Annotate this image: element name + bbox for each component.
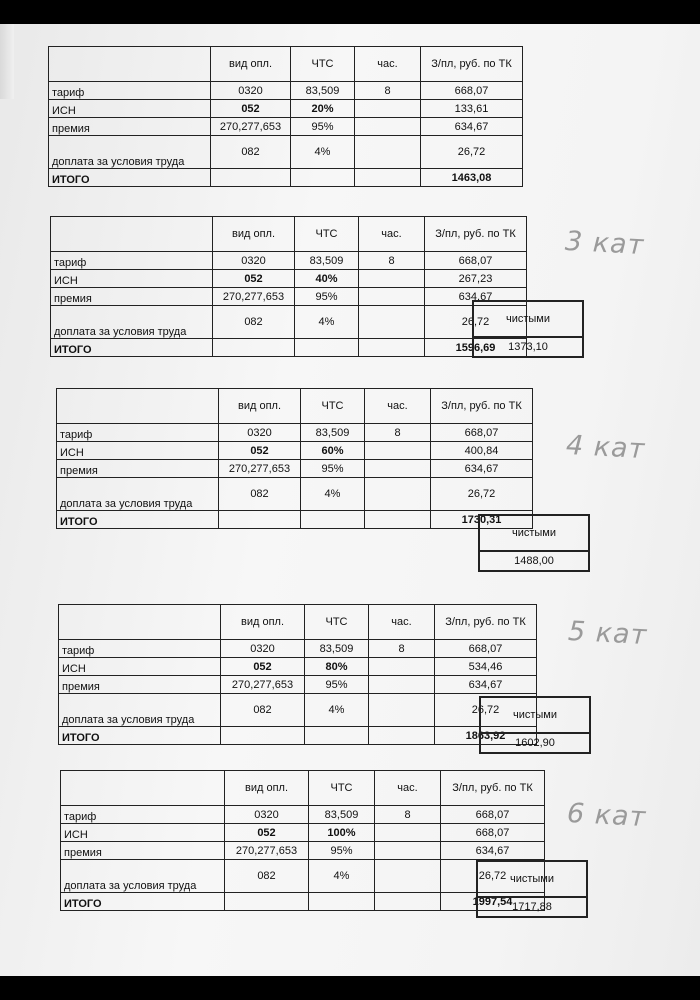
salary-block <box>58 604 537 745</box>
row-label: ИСН <box>57 442 219 460</box>
header-hours: час. <box>369 605 435 640</box>
header-row <box>57 389 533 424</box>
rate-cell: 4% <box>305 694 369 727</box>
header-row <box>59 605 537 640</box>
hours-cell <box>359 288 425 306</box>
amount-cell: 634,67 <box>431 460 533 478</box>
total-label: ИТОГО <box>59 727 221 745</box>
rate-cell: 95% <box>301 460 365 478</box>
payment-type-cell: 082 <box>211 136 291 169</box>
payment-type-cell: 270,277,653 <box>221 676 305 694</box>
salary-block <box>60 770 545 911</box>
empty-cell <box>369 727 435 745</box>
table-row <box>49 100 523 118</box>
row-label: премия <box>57 460 219 478</box>
header-hours: час. <box>359 217 425 252</box>
hours-cell <box>369 694 435 727</box>
rate-cell: 95% <box>305 676 369 694</box>
table-row <box>61 806 545 824</box>
payment-type-cell: 0320 <box>211 82 291 100</box>
row-label: ИСН <box>51 270 213 288</box>
hours-cell: 8 <box>359 252 425 270</box>
header-payment-type: вид опл. <box>219 389 301 424</box>
header-salary: З/пл, руб. по ТК <box>435 605 537 640</box>
net-pay-label: чистыми <box>479 515 589 551</box>
rate-cell: 95% <box>295 288 359 306</box>
row-label: тариф <box>61 806 225 824</box>
hours-cell <box>365 442 431 460</box>
salary-table <box>56 388 533 529</box>
payment-type-cell: 270,277,653 <box>225 842 309 860</box>
row-label: доплата за условия труда <box>49 136 211 169</box>
amount-cell: 634,67 <box>441 842 545 860</box>
header-row <box>61 771 545 806</box>
net-pay-box <box>479 696 591 754</box>
header-hourly-rate: ЧТС <box>301 389 365 424</box>
rate-cell: 83,509 <box>305 640 369 658</box>
table-row <box>61 860 545 893</box>
row-label: доплата за условия труда <box>61 860 225 893</box>
header-empty-cell <box>59 605 221 640</box>
payment-type-cell: 052 <box>211 100 291 118</box>
hours-cell <box>365 460 431 478</box>
amount-cell: 634,67 <box>421 118 523 136</box>
payment-type-cell: 052 <box>221 658 305 676</box>
table-row <box>57 442 533 460</box>
payment-type-cell: 0320 <box>213 252 295 270</box>
net-pay-value: 1373,10 <box>473 337 583 357</box>
amount-cell: 267,23 <box>425 270 527 288</box>
net-pay-label: чистыми <box>477 861 587 897</box>
header-payment-type: вид опл. <box>225 771 309 806</box>
table-row <box>51 252 527 270</box>
payment-type-cell: 082 <box>221 694 305 727</box>
payment-type-cell: 0320 <box>221 640 305 658</box>
handwritten-category-note: 6 кат <box>566 797 648 834</box>
rate-cell: 20% <box>291 100 355 118</box>
payment-type-cell: 052 <box>213 270 295 288</box>
rate-cell: 4% <box>301 478 365 511</box>
row-label: премия <box>49 118 211 136</box>
row-label: доплата за условия труда <box>57 478 219 511</box>
hours-cell <box>369 676 435 694</box>
empty-cell <box>291 169 355 187</box>
hours-cell <box>355 136 421 169</box>
row-label: тариф <box>49 82 211 100</box>
rate-cell: 4% <box>295 306 359 339</box>
empty-cell <box>359 339 425 357</box>
header-hours: час. <box>365 389 431 424</box>
amount-cell: 634,67 <box>435 676 537 694</box>
net-pay-value: 1488,00 <box>479 551 589 571</box>
net-pay-value: 1717,88 <box>477 897 587 917</box>
hours-cell <box>369 658 435 676</box>
rate-cell: 83,509 <box>295 252 359 270</box>
amount-cell: 133,61 <box>421 100 523 118</box>
amount-cell: 668,07 <box>441 806 545 824</box>
total-amount: 1997,54 <box>441 893 545 911</box>
salary-table <box>60 770 545 911</box>
header-hourly-rate: ЧТС <box>295 217 359 252</box>
row-label: доплата за условия труда <box>59 694 221 727</box>
amount-cell: 534,46 <box>435 658 537 676</box>
rate-cell: 100% <box>309 824 375 842</box>
hours-cell <box>365 478 431 511</box>
row-label: премия <box>59 676 221 694</box>
hours-cell <box>375 824 441 842</box>
total-label: ИТОГО <box>57 511 219 529</box>
total-amount: 1463,08 <box>421 169 523 187</box>
empty-cell <box>301 511 365 529</box>
header-empty-cell <box>57 389 219 424</box>
empty-cell <box>375 893 441 911</box>
salary-table <box>50 216 527 357</box>
amount-cell: 26,72 <box>425 306 527 339</box>
header-salary: З/пл, руб. по ТК <box>431 389 533 424</box>
header-row <box>49 47 523 82</box>
total-label: ИТОГО <box>51 339 213 357</box>
row-label: тариф <box>51 252 213 270</box>
hours-cell <box>359 306 425 339</box>
payment-type-cell: 052 <box>225 824 309 842</box>
amount-cell: 26,72 <box>431 478 533 511</box>
total-label: ИТОГО <box>61 893 225 911</box>
empty-cell <box>305 727 369 745</box>
table-row <box>59 694 537 727</box>
total-label: ИТОГО <box>49 169 211 187</box>
rate-cell: 83,509 <box>301 424 365 442</box>
amount-cell: 668,07 <box>431 424 533 442</box>
table-row <box>49 136 523 169</box>
rate-cell: 60% <box>301 442 365 460</box>
empty-cell <box>211 169 291 187</box>
total-row <box>59 727 537 745</box>
rate-cell: 40% <box>295 270 359 288</box>
payment-type-cell: 052 <box>219 442 301 460</box>
row-label: ИСН <box>61 824 225 842</box>
header-payment-type: вид опл. <box>213 217 295 252</box>
payment-type-cell: 270,277,653 <box>211 118 291 136</box>
empty-cell <box>225 893 309 911</box>
table-row <box>57 460 533 478</box>
rate-cell: 83,509 <box>291 82 355 100</box>
empty-cell <box>213 339 295 357</box>
table-row <box>57 424 533 442</box>
rate-cell: 4% <box>291 136 355 169</box>
total-row <box>61 893 545 911</box>
salary-block <box>48 46 523 187</box>
amount-cell: 668,07 <box>425 252 527 270</box>
net-pay-box <box>476 860 588 918</box>
table-row <box>59 658 537 676</box>
table-row <box>59 676 537 694</box>
total-row <box>51 339 527 357</box>
salary-block <box>50 216 527 357</box>
amount-cell: 668,07 <box>441 824 545 842</box>
amount-cell: 668,07 <box>421 82 523 100</box>
net-pay-label: чистыми <box>480 697 590 733</box>
header-salary: З/пл, руб. по ТК <box>421 47 523 82</box>
total-row <box>57 511 533 529</box>
empty-cell <box>295 339 359 357</box>
empty-cell <box>365 511 431 529</box>
handwritten-category-note: 5 кат <box>567 615 649 652</box>
amount-cell: 668,07 <box>435 640 537 658</box>
hours-cell <box>375 842 441 860</box>
table-row <box>61 842 545 860</box>
table-row <box>51 270 527 288</box>
row-label: тариф <box>59 640 221 658</box>
table-row <box>57 478 533 511</box>
amount-cell: 400,84 <box>431 442 533 460</box>
hours-cell: 8 <box>365 424 431 442</box>
hours-cell: 8 <box>355 82 421 100</box>
net-pay-value: 1602,90 <box>480 733 590 753</box>
hours-cell: 8 <box>375 806 441 824</box>
amount-cell: 26,72 <box>421 136 523 169</box>
row-label: ИСН <box>59 658 221 676</box>
payment-type-cell: 270,277,653 <box>213 288 295 306</box>
hours-cell <box>359 270 425 288</box>
empty-cell <box>221 727 305 745</box>
hours-cell: 8 <box>369 640 435 658</box>
empty-cell <box>355 169 421 187</box>
net-pay-box <box>472 300 584 358</box>
row-label: премия <box>61 842 225 860</box>
salary-table <box>48 46 523 187</box>
payment-type-cell: 270,277,653 <box>219 460 301 478</box>
header-payment-type: вид опл. <box>211 47 291 82</box>
amount-cell: 634,67 <box>425 288 527 306</box>
handwritten-category-note: 3 кат <box>564 225 646 262</box>
header-salary: З/пл, руб. по ТК <box>425 217 527 252</box>
row-label: доплата за условия труда <box>51 306 213 339</box>
header-empty-cell <box>49 47 211 82</box>
hours-cell <box>375 860 441 893</box>
header-hourly-rate: ЧТС <box>305 605 369 640</box>
table-row <box>51 306 527 339</box>
table-row <box>59 640 537 658</box>
salary-table <box>58 604 537 745</box>
salary-block <box>56 388 533 529</box>
hours-cell <box>355 100 421 118</box>
rate-cell: 80% <box>305 658 369 676</box>
page-edge-shadow <box>0 24 14 99</box>
header-salary: З/пл, руб. по ТК <box>441 771 545 806</box>
amount-cell: 26,72 <box>441 860 545 893</box>
document-page <box>0 24 700 976</box>
net-pay-label: чистыми <box>473 301 583 337</box>
row-label: тариф <box>57 424 219 442</box>
net-pay-box <box>478 514 590 572</box>
empty-cell <box>219 511 301 529</box>
rate-cell: 95% <box>309 842 375 860</box>
empty-cell <box>309 893 375 911</box>
header-hourly-rate: ЧТС <box>309 771 375 806</box>
payment-type-cell: 0320 <box>219 424 301 442</box>
total-amount: 1863,92 <box>435 727 537 745</box>
total-row <box>49 169 523 187</box>
header-hours: час. <box>375 771 441 806</box>
rate-cell: 83,509 <box>309 806 375 824</box>
total-amount: 1730,31 <box>431 511 533 529</box>
hours-cell <box>355 118 421 136</box>
row-label: премия <box>51 288 213 306</box>
table-row <box>61 824 545 842</box>
payment-type-cell: 082 <box>219 478 301 511</box>
table-row <box>51 288 527 306</box>
header-hours: час. <box>355 47 421 82</box>
handwritten-category-note: 4 кат <box>565 429 647 466</box>
total-amount: 1596,69 <box>425 339 527 357</box>
payment-type-cell: 0320 <box>225 806 309 824</box>
header-row <box>51 217 527 252</box>
row-label: ИСН <box>49 100 211 118</box>
amount-cell: 26,72 <box>435 694 537 727</box>
rate-cell: 95% <box>291 118 355 136</box>
header-empty-cell <box>51 217 213 252</box>
header-empty-cell <box>61 771 225 806</box>
table-row <box>49 82 523 100</box>
payment-type-cell: 082 <box>213 306 295 339</box>
header-payment-type: вид опл. <box>221 605 305 640</box>
rate-cell: 4% <box>309 860 375 893</box>
table-row <box>49 118 523 136</box>
header-hourly-rate: ЧТС <box>291 47 355 82</box>
payment-type-cell: 082 <box>225 860 309 893</box>
